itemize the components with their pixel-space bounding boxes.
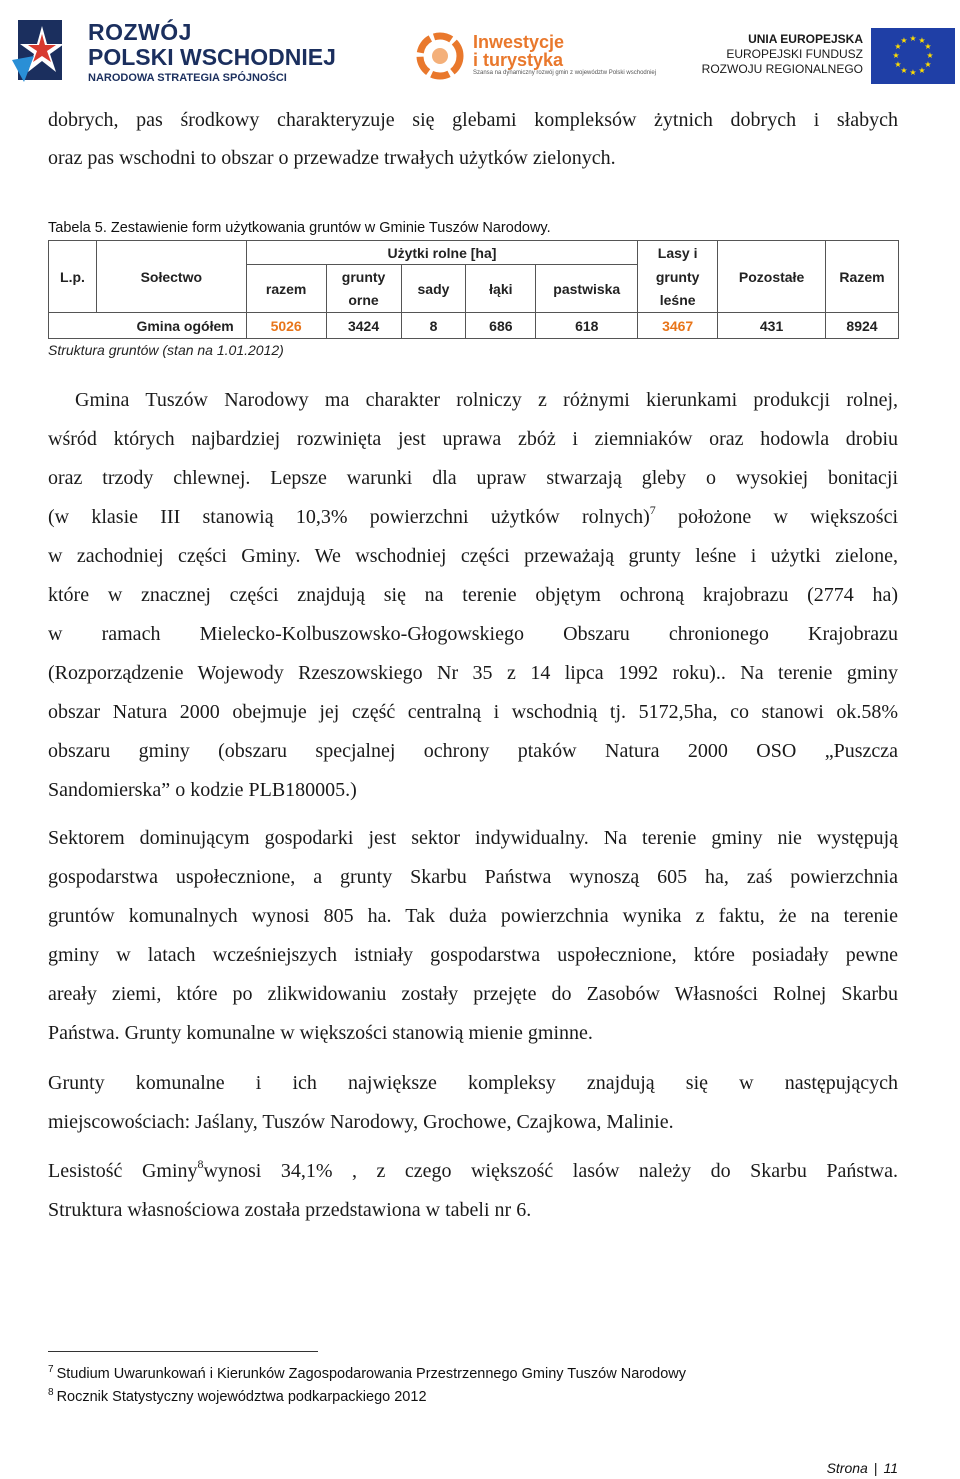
svg-text:★: ★ bbox=[924, 42, 932, 51]
svg-text:★: ★ bbox=[894, 60, 902, 69]
paragraph-agriculture bbox=[48, 381, 898, 810]
rpw-star-icon bbox=[12, 16, 70, 88]
header-laki: łąki bbox=[466, 265, 536, 313]
row-label: Gmina ogółem bbox=[49, 313, 247, 339]
iit-line3: Szansa na dynamiczny rozwój gmin z województw Polski wschodniej bbox=[473, 70, 657, 76]
text-line: Grunty komunalne i ich największe kompleksy znajdują się w następujących bbox=[48, 1072, 898, 1094]
svg-text:★: ★ bbox=[918, 36, 926, 45]
footnote-ref-8[interactable]: 8 bbox=[197, 1157, 204, 1171]
text-line: wśród których najbardziej rozwinięta jest uprawa zbóż i ziemniaków oraz hodowla drobiu bbox=[48, 428, 898, 450]
paragraph-economy bbox=[48, 819, 898, 1053]
text-segment: wynosi 34,1% , z czego większość lasów należy do Skarbu Państwa. bbox=[203, 1160, 898, 1182]
cell-grunty-orne: 3424 bbox=[326, 313, 401, 339]
header-uzytki-rolne: Użytki rolne [ha] bbox=[246, 241, 638, 265]
header-lasy-3: leśne bbox=[638, 289, 718, 313]
text-line: obszar Natura 2000 obejmuje jej część centralną i wschodnią tj. 5172,5ha, co stanowi ok.58% bbox=[48, 701, 898, 723]
header-sady: sady bbox=[401, 265, 466, 313]
cell-razem-sub: 5026 bbox=[246, 313, 326, 339]
cell-laki: 686 bbox=[466, 313, 536, 339]
text-line: Sandomierska” o kodzie PLB180005.) bbox=[48, 779, 357, 801]
paragraph-communal-land bbox=[48, 1064, 898, 1142]
page-number bbox=[827, 1460, 898, 1476]
ue-line1: UNIA EUROPEJSKA bbox=[748, 32, 863, 46]
text-line: gminy w latach wcześniejszych istniały gospodarstwa uspołecznione, które posiadały pewne bbox=[48, 944, 898, 966]
footnote-8 bbox=[48, 1387, 427, 1405]
text-line: w zachodniej części Gminy. We wschodniej części przeważają grunty leśne i użytki zielone, bbox=[48, 545, 898, 567]
text-line: Państwa. Grunty komunalne w większości stanowią mienie gminne. bbox=[48, 1022, 593, 1044]
text-line: areały ziemi, które po zlikwidowaniu zostały przejęte do Zasobów Własności Rolnej Skarbu bbox=[48, 983, 898, 1005]
header-pozostale: Pozostałe bbox=[718, 241, 826, 313]
rpw-line1: ROZWÓJ bbox=[88, 19, 192, 45]
footnote-text: Studium Uwarunkowań i Kierunków Zagospodarowania Przestrzennego Gminy Tuszów Narodowy bbox=[56, 1366, 687, 1382]
text-line: miejscowościach: Jaślany, Tuszów Narodowy, Grochowe, Czajkowa, Malinie. bbox=[48, 1111, 674, 1133]
header-lasy-1: Lasy i bbox=[638, 241, 718, 265]
svg-text:★: ★ bbox=[909, 34, 917, 43]
svg-text:★: ★ bbox=[918, 66, 926, 75]
page-value: 11 bbox=[883, 1460, 898, 1476]
table-row bbox=[49, 313, 899, 339]
header-solectwo: Sołectwo bbox=[96, 241, 246, 313]
header-grunty-orne-2: orne bbox=[326, 289, 401, 313]
paragraph-forestation bbox=[48, 1152, 898, 1230]
page-label: Strona bbox=[826, 1460, 868, 1476]
text-line: gospodarstwa uspołecznione, a grunty Skarbu Państwa wynoszą 605 ha, zaś powierzchnia bbox=[48, 866, 898, 888]
text-segment: Lesistość Gminy bbox=[48, 1160, 198, 1182]
table-source: Struktura gruntów (stan na 1.01.2012) bbox=[48, 342, 284, 358]
footnote-number: 8 bbox=[48, 1387, 54, 1398]
ue-line3: ROZWOJU REGIONALNEGO bbox=[701, 62, 863, 76]
text-line: w ramach Mielecko-Kolbuszowsko-Głogowskiego Obszaru chronionego Krajobrazu bbox=[48, 623, 898, 645]
header-razem-sub: razem bbox=[246, 265, 326, 313]
logo-inwestycje-i-turystyka bbox=[415, 28, 657, 88]
cell-sady: 8 bbox=[401, 313, 466, 339]
cell-pastwiska: 618 bbox=[536, 313, 638, 339]
text-line: oraz trzody chlewnej. Lepsze warunki dla upraw stwarzają gleby o wysokiej bonitacji bbox=[48, 467, 898, 489]
rpw-line3: NARODOWA STRATEGIA SPÓJNOŚCI bbox=[88, 72, 287, 84]
intro-paragraph bbox=[48, 101, 898, 177]
iit-ring-icon bbox=[415, 30, 465, 82]
header-grunty-orne-1: grunty bbox=[326, 265, 401, 289]
footnote-text: Rocznik Statystyczny województwa podkarpackiego 2012 bbox=[56, 1389, 427, 1405]
page-header bbox=[0, 0, 960, 100]
text-line-with-ref bbox=[48, 1152, 898, 1191]
text-line: które w znacznej części znajdują się na terenie objętym ochroną krajobrazu (2774 ha) bbox=[48, 584, 898, 606]
header-razem: Razem bbox=[826, 241, 899, 313]
eu-flag-icon bbox=[871, 28, 955, 84]
table-caption: Tabela 5. Zestawienie form użytkowania gruntów w Gminie Tuszów Narodowy. bbox=[48, 220, 551, 236]
cell-razem: 8924 bbox=[826, 313, 899, 339]
rpw-line2: POLSKI WSCHODNIEJ bbox=[88, 44, 336, 70]
text-line: (Rozporządzenie Wojewody Rzeszowskiego Nr 35 z 14 lipca 1992 roku).. Na terenie gminy bbox=[48, 662, 898, 684]
svg-text:★: ★ bbox=[926, 51, 934, 60]
page-separator: | bbox=[873, 1460, 878, 1476]
text-line: Gmina Tuszów Narodowy ma charakter rolniczy z różnymi kierunkami produkcji rolnej, bbox=[75, 389, 898, 411]
svg-text:★: ★ bbox=[909, 68, 917, 77]
text-line: Sektorem dominującym gospodarki jest sektor indywidualny. Na terenie gminy nie występują bbox=[48, 827, 898, 849]
text-line: gruntów komunalnych wynosi 805 ha. Tak duża powierzchnia wynika z faktu, że na terenie bbox=[48, 905, 898, 927]
intro-line: dobrych, pas środkowy charakteryzuje się glebami kompleksów żytnich dobrych i słabych bbox=[48, 109, 898, 131]
header-pastwiska: pastwiska bbox=[536, 265, 638, 313]
logo-unia-europejska bbox=[701, 28, 955, 88]
cell-pozostale: 431 bbox=[718, 313, 826, 339]
text-line: obszaru gminy (obszaru specjalnej ochrony ptaków Natura 2000 OSO „Puszcza bbox=[48, 740, 898, 762]
svg-text:★: ★ bbox=[900, 36, 908, 45]
header-lasy-2: grunty bbox=[638, 265, 718, 289]
ue-line2: EUROPEJSKI FUNDUSZ bbox=[726, 47, 863, 61]
footnote-divider bbox=[48, 1351, 318, 1352]
text-segment: położone w większości bbox=[655, 506, 898, 528]
header-lp: L.p. bbox=[49, 241, 97, 313]
footnote-ref-7[interactable]: 7 bbox=[649, 503, 656, 517]
iit-line1: Inwestycje bbox=[473, 32, 565, 52]
text-segment: (w klasie III stanowią 10,3% powierzchni użytków rolnych) bbox=[48, 506, 650, 528]
text-line: Struktura własnościowa została przedstawiona w tabeli nr 6. bbox=[48, 1199, 532, 1221]
iit-line2: i turystyka bbox=[473, 50, 564, 70]
footnote-7 bbox=[48, 1364, 686, 1382]
land-use-table bbox=[48, 240, 899, 339]
svg-text:★: ★ bbox=[900, 66, 908, 75]
svg-text:★: ★ bbox=[892, 51, 900, 60]
logo-rozwoj-polski-wschodniej bbox=[8, 10, 336, 94]
svg-text:★: ★ bbox=[924, 60, 932, 69]
text-line-with-ref bbox=[48, 498, 898, 537]
footnote-number: 7 bbox=[48, 1364, 54, 1375]
intro-line: oraz pas wschodni to obszar o przewadze trwałych użytków zielonych. bbox=[48, 147, 616, 169]
cell-lasy: 3467 bbox=[638, 313, 718, 339]
svg-text:★: ★ bbox=[894, 42, 902, 51]
